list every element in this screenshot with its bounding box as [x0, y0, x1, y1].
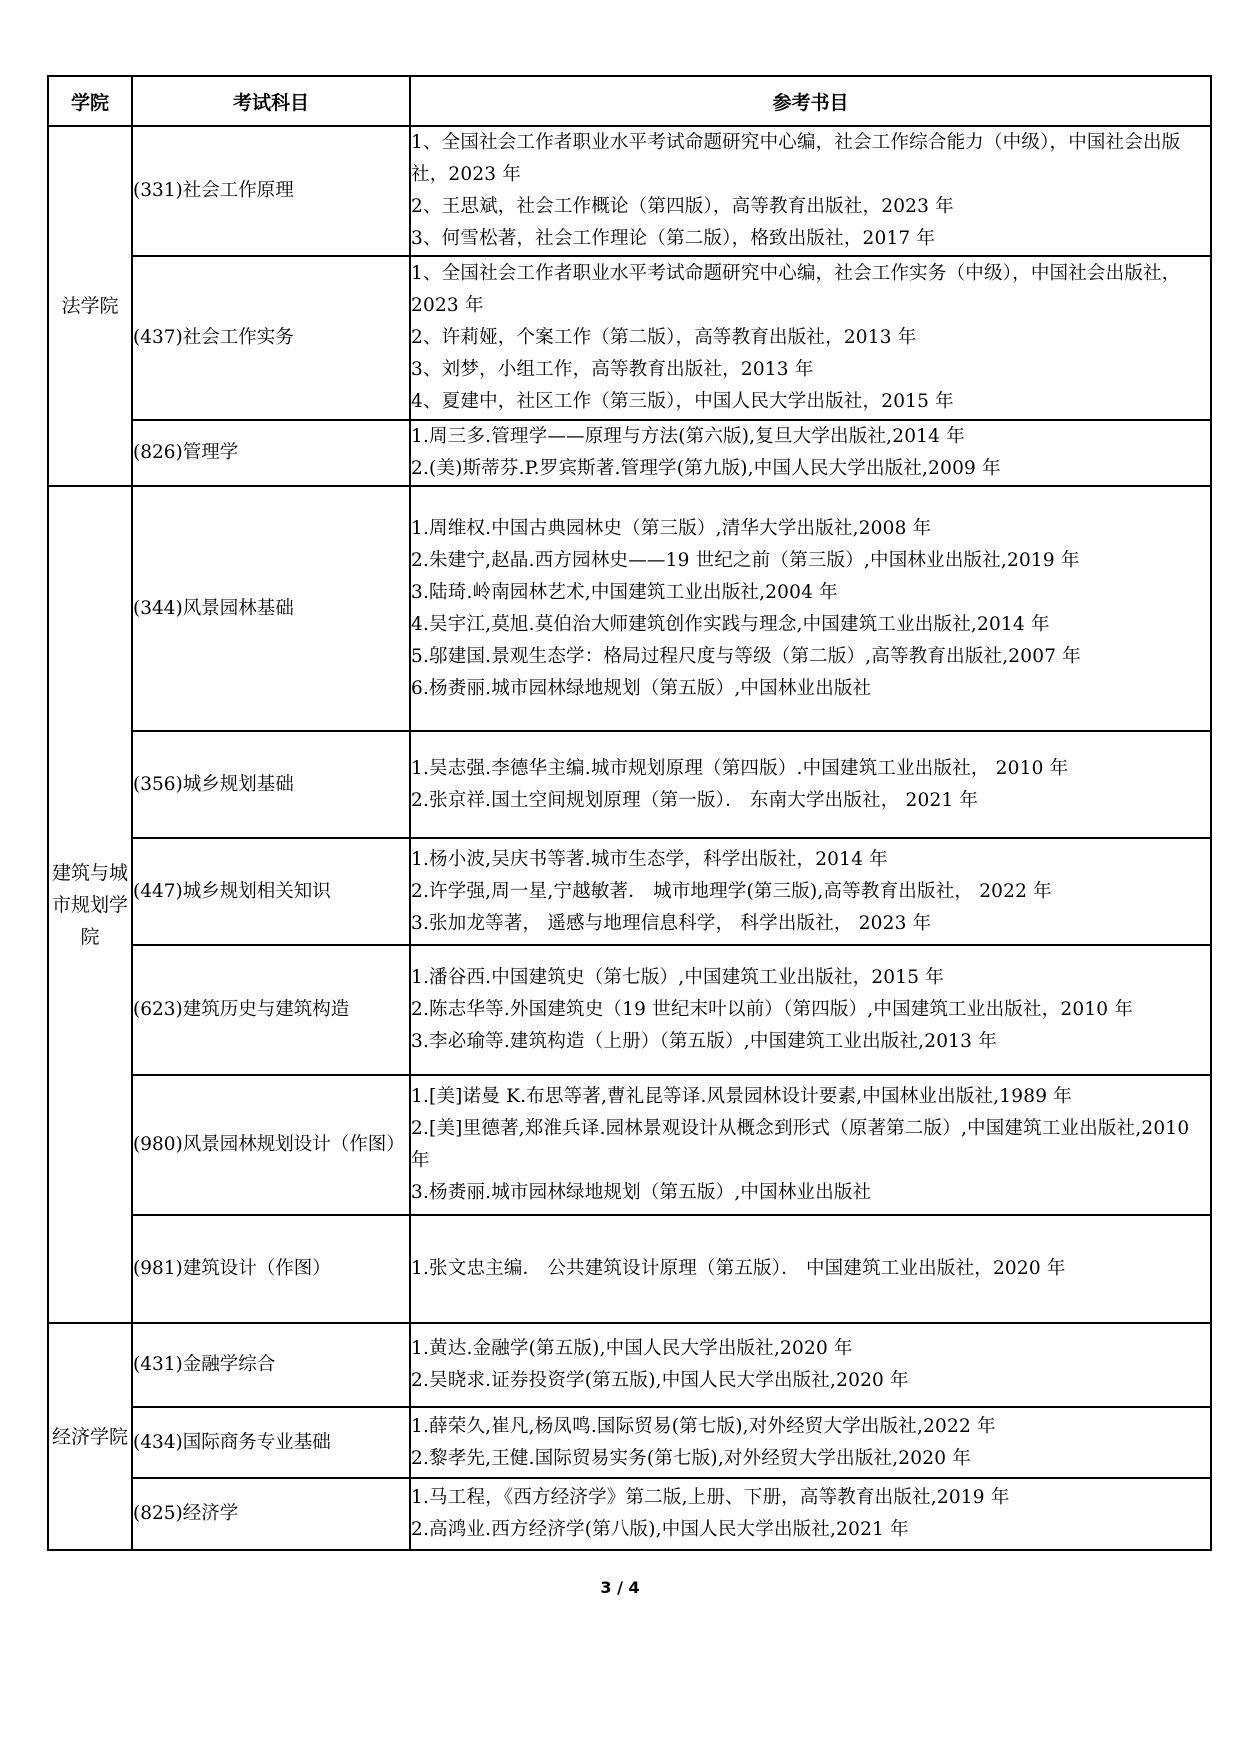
book-entry: 1.马工程，《西方经济学》第二版,上册、下册，高等教育出版社,2019 年: [411, 1487, 1010, 1508]
table-row: [48, 1478, 1211, 1550]
book-entry: 2.朱建宁,赵晶.西方园林史——19 世纪之前（第三版）,中国林业出版社,2019 年: [411, 549, 1080, 571]
book-entry: 3.陆琦.岭南园林艺术,中国建筑工业出版社,2004 年: [411, 581, 838, 603]
book-entry: 1.[美]诺曼 K.布思等著,曹礼昆等译.风景园林设计要素,中国林业出版社,1989 年: [411, 1086, 1072, 1107]
subject-cell: (826)管理学: [132, 420, 410, 486]
header-subject: 考试科目: [132, 76, 410, 126]
table-row: [48, 420, 1211, 486]
subject-cell: (434)国际商务专业基础: [132, 1407, 410, 1478]
book-entry: 1.周维权.中国古典园林史（第三版）,清华大学出版社,2008 年: [411, 517, 932, 539]
book-entry: 1.周三多.管理学——原理与方法(第六版),复旦大学出版社,2014 年: [411, 426, 965, 447]
book-entry: 3、何雪松著，社会工作理论（第二版），格致出版社，2017 年: [411, 228, 936, 249]
book-entry: 2、王思斌，社会工作概论（第四版），高等教育出版社，2023 年: [411, 196, 954, 217]
book-entry: 2.张京祥.国土空间规划原理（第一版）． 东南大学出版社， 2021 年: [411, 789, 979, 811]
book-entry: 2.许学强,周一星,宁越敏著． 城市地理学(第三版),高等教育出版社， 2022 年: [411, 880, 1052, 902]
table-row: [48, 1323, 1211, 1407]
table-row: [48, 1215, 1211, 1323]
book-entry: 4.吴宇江,莫旭.莫伯治大师建筑创作实践与理念,中国建筑工业出版社,2014 年: [411, 613, 1050, 635]
book-entry: 3.张加龙等著， 遥感与地理信息科学， 科学出版社， 2023 年: [411, 912, 932, 934]
books-cell: [410, 838, 1211, 945]
book-entry: 2.高鸿业.西方经济学(第八版),中国人民大学出版社,2021 年: [411, 1519, 909, 1540]
book-entry: 4、夏建中，社区工作（第三版），中国人民大学出版社，2015 年: [411, 391, 954, 412]
book-entry: 1.黄达.金融学(第五版),中国人民大学出版社,2020 年: [411, 1338, 853, 1359]
college-cell: 经济学院: [48, 1323, 132, 1550]
book-entry: 3、刘梦，小组工作，高等教育出版社，2013 年: [411, 359, 814, 380]
header-college: 学院: [48, 76, 132, 126]
book-entry: 3.李必瑜等.建筑构造（上册）（第五版）,中国建筑工业出版社,2013 年: [411, 1031, 997, 1052]
table-row: [48, 126, 1211, 256]
subject-cell: (331)社会工作原理: [132, 126, 410, 256]
books-cell: [410, 256, 1211, 420]
book-entry: 2.黎孝先,王健.国际贸易实务(第七版),对外经贸大学出版社,2020 年: [411, 1447, 971, 1469]
subject-cell: (431)金融学综合: [132, 1323, 410, 1407]
books-cell: [410, 420, 1211, 486]
book-entry: 2.(美)斯蒂芬.P.罗宾斯著.管理学(第九版),中国人民大学出版社,2009 年: [411, 458, 1001, 479]
book-entry: 1.杨小波,吴庆书等著.城市生态学，科学出版社，2014 年: [411, 848, 888, 870]
book-entry: 1.薛荣久,崔凡,杨凤鸣.国际贸易(第七版),对外经贸大学出版社,2022 年: [411, 1415, 996, 1437]
book-entry: 2.吴晓求.证券投资学(第五版),中国人民大学出版社,2020 年: [411, 1370, 909, 1391]
book-entry: 2.陈志华等.外国建筑史（19 世纪末叶以前）（第四版）,中国建筑工业出版社，2010 年: [411, 999, 1134, 1020]
book-entry: 1.张文忠主编． 公共建筑设计原理（第五版）． 中国建筑工业出版社，2020 年: [411, 1258, 1066, 1279]
books-cell: [410, 1323, 1211, 1407]
book-entry: 6.杨赉丽.城市园林绿地规划（第五版）,中国林业出版社: [411, 677, 872, 699]
book-entry: 1.吴志强.李德华主编.城市规划原理（第四版）.中国建筑工业出版社， 2010 年: [411, 757, 1069, 779]
books-cell: [410, 1075, 1211, 1215]
book-entry: 1.潘谷西.中国建筑史（第七版）,中国建筑工业出版社，2015 年: [411, 967, 944, 988]
books-cell: [410, 731, 1211, 838]
books-cell: [410, 1478, 1211, 1550]
books-cell: [410, 945, 1211, 1075]
table-header-row: [48, 76, 1211, 126]
book-entry: 1、全国社会工作者职业水平考试命题研究中心编，社会工作综合能力（中级），中国社会出版社，2023 年: [411, 132, 1181, 185]
book-entry: 3.杨赉丽.城市园林绿地规划（第五版）,中国林业出版社: [411, 1182, 872, 1203]
table-row: [48, 945, 1211, 1075]
book-entry: 5.邬建国.景观生态学：格局过程尺度与等级（第二版）,高等教育出版社,2007 年: [411, 645, 1081, 667]
subject-cell: (623)建筑历史与建筑构造: [132, 945, 410, 1075]
reference-books-table: [47, 75, 1212, 1551]
subject-cell: (437)社会工作实务: [132, 256, 410, 420]
books-cell: [410, 126, 1211, 256]
books-cell: [410, 486, 1211, 731]
books-cell: [410, 1407, 1211, 1478]
subject-cell: (356)城乡规划基础: [132, 731, 410, 838]
table-row: [48, 731, 1211, 838]
college-cell: 法学院: [48, 126, 132, 486]
subject-cell: (447)城乡规划相关知识: [132, 838, 410, 945]
book-entry: 2、许莉娅，个案工作（第二版），高等教育出版社，2013 年: [411, 327, 917, 348]
subject-cell: (344)风景园林基础: [132, 486, 410, 731]
table-row: [48, 1075, 1211, 1215]
book-entry: 2.[美]里德著,郑淮兵译.园林景观设计从概念到形式（原著第二版）,中国建筑工业出版社,2010 年: [411, 1118, 1190, 1171]
table-row: [48, 256, 1211, 420]
subject-cell: (981)建筑设计（作图）: [132, 1215, 410, 1323]
table-row: [48, 1407, 1211, 1478]
header-books: 参考书目: [410, 76, 1211, 126]
books-cell: [410, 1215, 1211, 1323]
subject-cell: (980)风景园林规划设计（作图）: [132, 1075, 410, 1215]
subject-cell: (825)经济学: [132, 1478, 410, 1550]
book-entry: 1、全国社会工作者职业水平考试命题研究中心编，社会工作实务（中级），中国社会出版社，2023 年: [411, 263, 1181, 316]
table-row: [48, 838, 1211, 945]
table-row: [48, 486, 1211, 731]
page-number: 3 / 4: [600, 1578, 640, 1597]
college-cell: 建筑与城市规划学院: [48, 486, 132, 1323]
